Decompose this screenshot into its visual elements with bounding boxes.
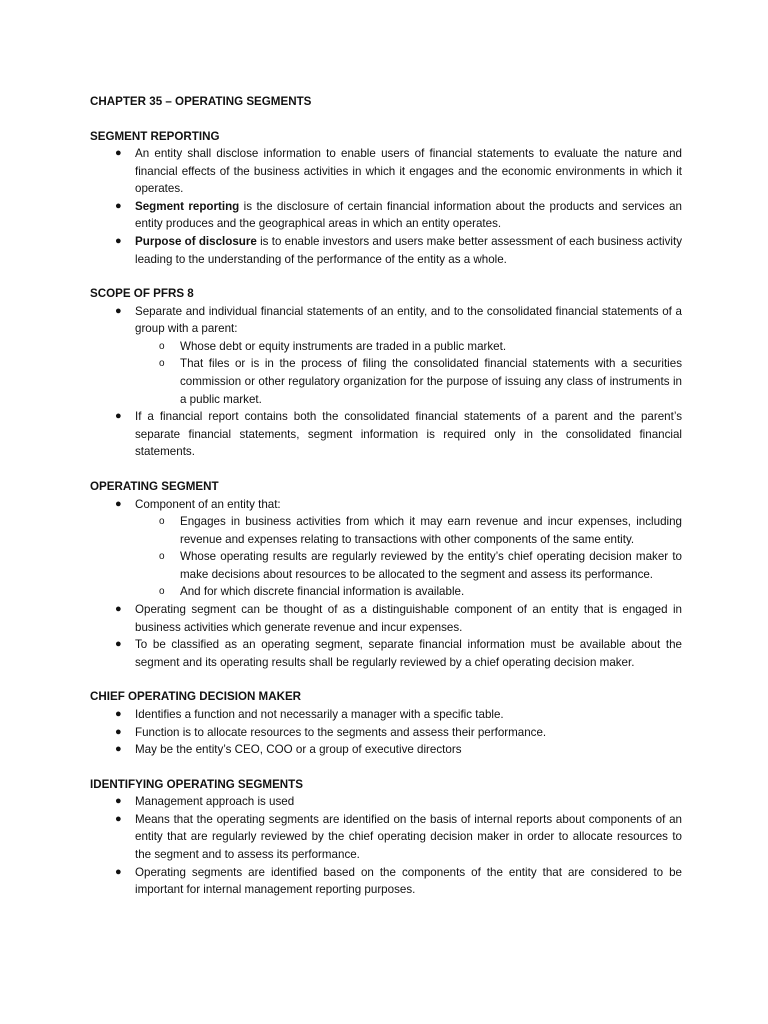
sub-bullet-item — [135, 548, 682, 583]
circle-bullet-icon: o — [159, 551, 165, 563]
circle-bullet-icon: o — [159, 586, 165, 598]
bullet-text: Operating segment can be thought of as a distinguishable component of an entity that is engaged in business activities which generate revenue and incur expenses. — [135, 603, 682, 634]
bullet-item — [90, 811, 682, 864]
bullet-icon: ● — [115, 707, 122, 720]
bullet-text: is the disclosure of certain financial information about the products and services an entity produces and the geographical areas in which an entity operates. — [135, 199, 682, 231]
bullet-list — [90, 793, 682, 899]
sub-bullet-text: Whose operating results are regularly reviewed by the entity’s chief operating decision maker to make decisions about resources to be allocated to the segment and assess its performance. — [180, 550, 682, 581]
bullet-text: is to enable investors and users make better assessment of each business activity leading to the understanding of the performance of the entity as a whole. — [135, 234, 682, 266]
bullet-list — [90, 496, 682, 672]
sub-bullet-text: And for which discrete financial information is available. — [180, 585, 465, 599]
bullet-item — [90, 724, 682, 742]
bullet-item — [90, 601, 682, 636]
bullet-icon: ● — [115, 812, 122, 825]
bullet-icon: ● — [115, 304, 122, 317]
bullet-list — [90, 145, 682, 268]
bullet-item — [90, 303, 682, 409]
bullet-icon: ● — [115, 795, 122, 808]
bullet-text: To be classified as an operating segment, separate financial information must be available about the segment and its operating results shall be regularly reviewed by a chief operating decision maker. — [135, 638, 682, 669]
bullet-icon: ● — [115, 725, 122, 738]
bullet-icon: ● — [115, 603, 122, 616]
sub-bullet-item — [135, 583, 682, 601]
bullet-text: Management approach is used — [135, 795, 295, 809]
section-operating-segment — [90, 478, 682, 671]
sub-bullet-item — [135, 513, 682, 548]
circle-bullet-icon: o — [159, 358, 165, 370]
bullet-item — [90, 233, 682, 268]
bullet-icon: ● — [115, 234, 122, 247]
sub-bullet-item — [135, 338, 682, 356]
bullet-text: Function is to allocate resources to the segments and assess their performance. — [135, 725, 547, 739]
bullet-item — [90, 864, 682, 899]
bullet-icon: ● — [115, 638, 122, 651]
bullet-item — [90, 793, 682, 811]
bullet-icon: ● — [115, 410, 122, 423]
bullet-text: Operating segments are identified based on the components of the entity that are considered to be important for internal management reporting purposes. — [135, 865, 682, 897]
section-identifying-operating-segments — [90, 776, 682, 899]
bullet-text: Component of an entity that: — [135, 497, 281, 511]
bullet-item — [90, 145, 682, 198]
chapter-title: CHAPTER 35 – OPERATING SEGMENTS — [90, 95, 312, 108]
bullet-item — [90, 198, 682, 233]
section-heading: CHIEF OPERATING DECISION MAKER — [90, 690, 302, 704]
bullet-icon: ● — [115, 865, 122, 878]
sub-bullet-text: Engages in business activities from which it may earn revenue and incur expenses, including revenue and expenses relating to transactions with other components of the same entity. — [180, 515, 682, 546]
sub-bullet-text: That files or is in the process of filing the consolidated financial statements with a securities commission or other regulatory organization for the purpose of issuing any class of instruments in a public market. — [180, 357, 682, 406]
bullet-text: Identifies a function and not necessarily a manager with a specific table. — [135, 707, 504, 721]
bullet-icon: ● — [115, 199, 122, 212]
sub-bullet-list — [135, 338, 682, 408]
bullet-list — [90, 303, 682, 461]
sub-bullet-list — [135, 513, 682, 601]
section-heading: OPERATING SEGMENT — [90, 480, 219, 493]
bullet-list — [90, 706, 682, 759]
bullet-item — [90, 408, 682, 461]
section-heading: SCOPE OF PFRS 8 — [90, 287, 194, 301]
circle-bullet-icon: o — [159, 516, 165, 528]
bullet-item — [90, 496, 682, 602]
sub-bullet-text: Whose debt or equity instruments are traded in a public market. — [180, 339, 507, 353]
section-chief-operating-decision-maker — [90, 688, 682, 758]
sub-bullet-item — [135, 355, 682, 408]
bullet-icon: ● — [115, 147, 122, 159]
section-scope-of-pfrs-8 — [90, 285, 682, 461]
circle-bullet-icon: o — [159, 340, 165, 352]
bullet-item — [90, 706, 682, 724]
bullet-item — [90, 741, 682, 759]
bullet-text: May be the entity’s CEO, COO or a group of executive directors — [135, 743, 462, 757]
bullet-text: Means that the operating segments are identified on the basis of internal reports about components of an entity that are regularly reviewed by the chief operating decision maker in order to allocate resources to the segment and to assess its performance. — [135, 812, 682, 861]
bullet-term: Segment reporting — [135, 199, 240, 213]
bullet-term: Purpose of disclosure — [135, 234, 257, 248]
bullet-item — [90, 636, 682, 671]
section-heading: IDENTIFYING OPERATING SEGMENTS — [90, 777, 303, 791]
bullet-text: If a financial report contains both the consolidated financial statements of a parent and the parent’s separate financial statements, segment information is required only in the consolidated financial statements. — [135, 410, 682, 459]
section-heading: SEGMENT REPORTING — [90, 129, 220, 143]
bullet-text: An entity shall disclose information to enable users of financial statements to evaluate the nature and financial effects of the business activities in which it engages and the economic environments in which it operates. — [135, 147, 682, 196]
bullet-text: Separate and individual financial statements of an entity, and to the consolidated financial statements of a group with a parent: — [135, 304, 682, 336]
bullet-icon: ● — [115, 497, 122, 510]
section-segment-reporting — [90, 128, 682, 269]
bullet-icon: ● — [115, 743, 122, 756]
